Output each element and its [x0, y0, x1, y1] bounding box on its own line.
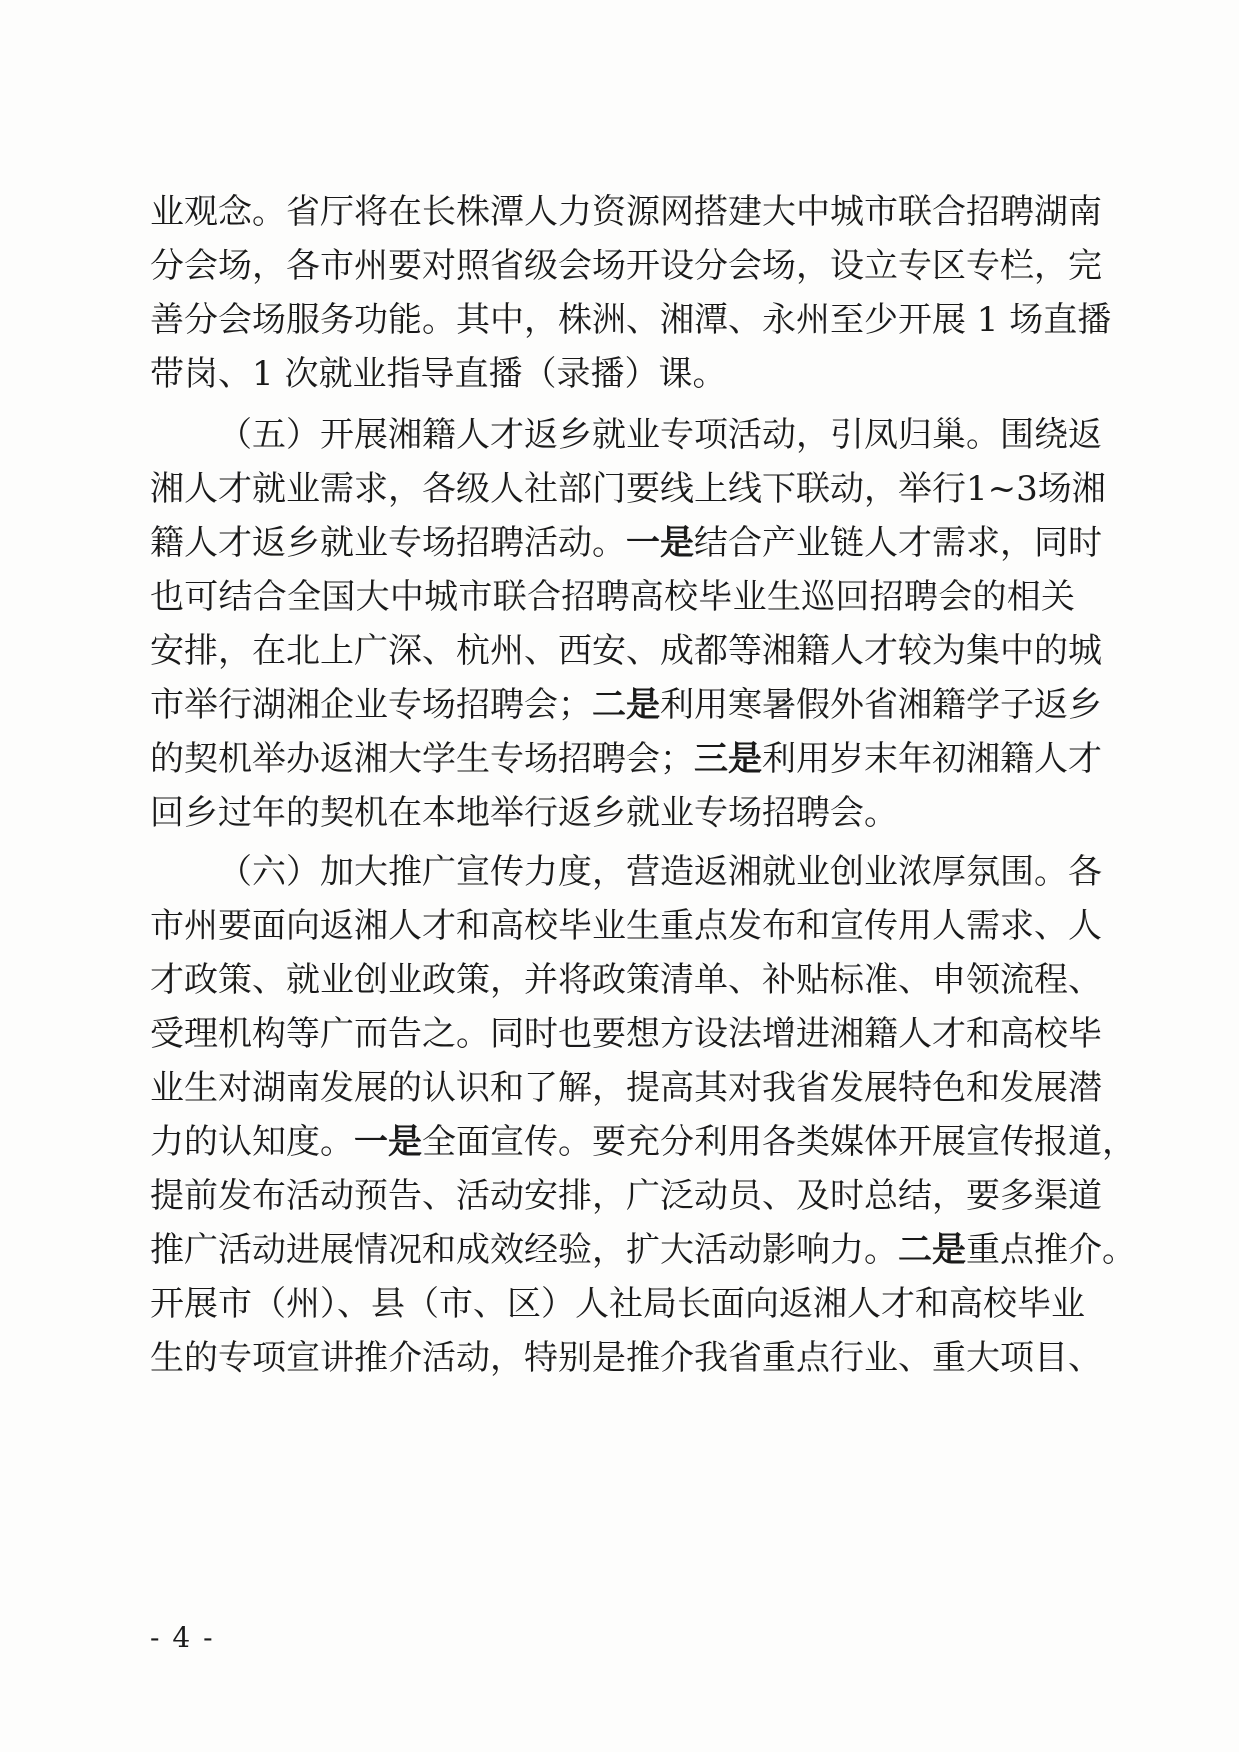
text-segment: 结合产业链人才需求，同时	[694, 523, 1102, 563]
text-segment: 开展市（州）、县（市、区）人社局长面向返湘人才和高校毕业	[150, 1284, 1085, 1324]
text-segment: 生的专项宣讲推介活动，特别是推介我省重点行业、重大项目、	[150, 1338, 1102, 1378]
text-segment: 分会场，各市州要对照省级会场开设分会场，设立专区专栏，完	[150, 246, 1102, 286]
text-segment: 力的认知度。	[150, 1122, 354, 1162]
text-segment: 善分会场服务功能。其中，株洲、湘潭、永州至少开展 1 场直播	[150, 300, 1112, 340]
bold-marker: 一是	[626, 523, 694, 563]
text-segment: 业观念。省厅将在长株潭人力资源网搭建大中城市联合招聘湖南	[150, 192, 1102, 232]
bold-marker: 二是	[592, 685, 660, 725]
text-segment: 重点推介。	[966, 1230, 1136, 1270]
text-segment: 才政策、就业创业政策，并将政策清单、补贴标准、申领流程、	[150, 960, 1102, 1000]
text-segment: 湘人才就业需求，各级人社部门要线上线下联动，举行1~3场湘	[150, 469, 1106, 509]
bold-marker: 二是	[898, 1230, 966, 1270]
page-number: - 4 -	[150, 1621, 215, 1654]
bold-marker: 一是	[354, 1122, 422, 1162]
text-segment: 回乡过年的契机在本地举行返乡就业专场招聘会。	[150, 793, 898, 833]
text-line	[150, 339, 1075, 409]
text-segment: 业生对湖南发展的认识和了解，提高其对我省发展特色和发展潜	[150, 1068, 1102, 1108]
text-segment: （五）开展湘籍人才返乡就业专项活动，引凤归巢。围绕返	[218, 415, 1102, 455]
text-segment: （六）加大推广宣传力度，营造返湘就业创业浓厚氛围。各	[218, 852, 1102, 892]
text-segment: 提前发布活动预告、活动安排，广泛动员、及时总结，要多渠道	[150, 1176, 1102, 1216]
text-segment: 利用寒暑假外省湘籍学子返乡	[660, 685, 1102, 725]
text-segment: 也可结合全国大中城市联合招聘高校毕业生巡回招聘会的相关	[150, 577, 1075, 617]
text-segment: 全面宣传。要充分利用各类媒体开展宣传报道，	[422, 1122, 1136, 1162]
text-segment: 市州要面向返湘人才和高校毕业生重点发布和宣传用人需求、人	[150, 906, 1102, 946]
text-segment: 受理机构等广而告之。同时也要想方设法增进湘籍人才和高校毕	[150, 1014, 1102, 1054]
text-segment: 利用岁末年初湘籍人才	[762, 739, 1102, 779]
text-segment: 的契机举办返湘大学生专场招聘会；	[150, 739, 694, 779]
text-segment: 市举行湖湘企业专场招聘会；	[150, 685, 592, 725]
text-segment: 带岗、1 次就业指导直播（录播）课。	[150, 354, 727, 394]
text-line	[150, 1323, 1102, 1393]
text-segment: 推广活动进展情况和成效经验，扩大活动影响力。	[150, 1230, 898, 1270]
bold-marker: 三是	[694, 739, 762, 779]
text-segment: 安排，在北上广深、杭州、西安、成都等湘籍人才较为集中的城	[150, 631, 1102, 671]
text-segment: 籍人才返乡就业专场招聘活动。	[150, 523, 626, 563]
